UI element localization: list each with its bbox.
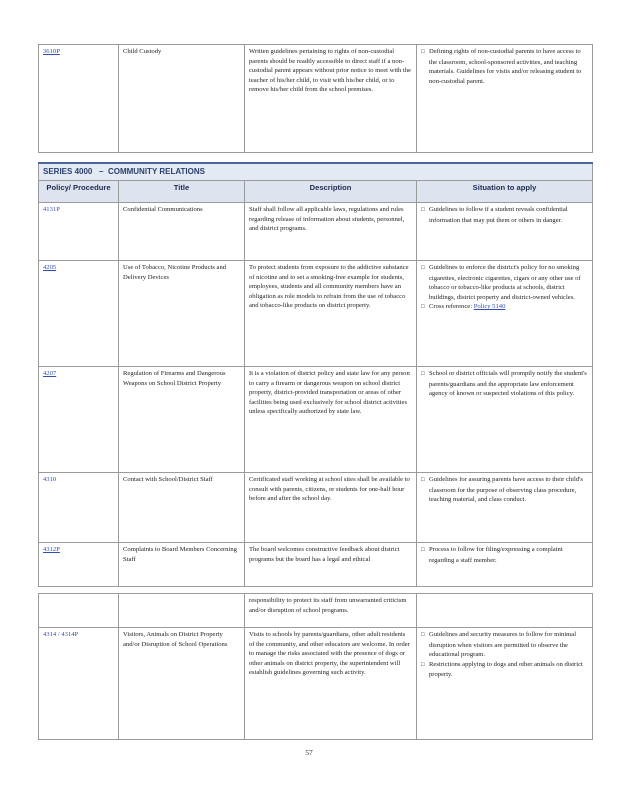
header-title: Title	[119, 181, 245, 203]
table-row	[39, 367, 593, 473]
situation-bullet: □ Process to follow for filing/expressing a complaint regarding a staff member.	[421, 545, 588, 565]
description-cell: responsibility to protect its staff from unwarranted criticism and/or disruption of school programs.	[245, 594, 417, 628]
title-cell: Contact with School/District Staff	[119, 473, 245, 543]
title-cell: Child Custody	[119, 45, 245, 153]
description-cell: The board welcomes constructive feedback about district programs but the board has a legal and ethical	[245, 543, 417, 587]
policy-table-top	[38, 44, 593, 153]
policy-code-link[interactable]: 4205	[43, 264, 57, 271]
situation-bullet: □ Guidelines to follow if a student reveals confidential information that may put them or others in danger.	[421, 205, 588, 225]
policy-code-cell	[39, 45, 119, 153]
policy-code-cell	[39, 367, 119, 473]
title-cell: Regulation of Firearms and Dangerous Weapons on School District Property	[119, 367, 245, 473]
situation-bullet: □ Restrictions applying to dogs and other animals on district property.	[421, 660, 588, 680]
situation-cell	[417, 45, 593, 153]
policy-code: 4131P	[43, 206, 60, 213]
policy-code-cell	[39, 628, 119, 740]
table-row	[39, 594, 593, 628]
situation-bullet: □ School or district officials will promptly notify the student's parents/guardians and the appropriate law enforcement agency of known or suspected violations of this policy.	[421, 369, 588, 399]
description-cell: Written guidelines pertaining to rights of non-custodial parents should be readily accessible to direct staff if a non-custodial parent appears without prior notice to meet with the teacher of his/her child, to visit with his/her child, or to remove his/her child from the school premises.	[245, 45, 417, 153]
policy-code-cell	[39, 261, 119, 367]
situation-bullet: □ Guidelines to enforce the district's policy for no smoking cigarettes, electronic cigarettes, cigars or any other use of tobacco or tobacco-like products at schools, district buildings, district property and district-owned vehicles.	[421, 263, 588, 302]
cross-reference-link[interactable]: Policy 5140	[473, 303, 506, 311]
situation-cell	[417, 543, 593, 587]
situation-bullet: □ Guidelines for assuring parents have access to their child's classroom for the purpose of observing class procedure, teaching material, and class conduct.	[421, 475, 588, 505]
situation-bullet: □ Guidelines and security measures to follow for minimal disruption when visitors are permitted to observe the educational program.	[421, 630, 588, 660]
title-cell: Use of Tobacco, Nicotine Products and Delivery Devices	[119, 261, 245, 367]
situation-cell	[417, 367, 593, 473]
table-row	[39, 473, 593, 543]
policy-code-cell	[39, 203, 119, 261]
table-row	[39, 628, 593, 740]
policy-code-link[interactable]: 4207	[43, 370, 57, 377]
title-cell: Confidential Communications	[119, 203, 245, 261]
policy-code-cell	[39, 473, 119, 543]
policy-code-link[interactable]: 3610P	[43, 48, 60, 55]
table-row	[39, 203, 593, 261]
title-cell: Complaints to Board Members Concerning Staff	[119, 543, 245, 587]
table-header-row	[39, 181, 593, 203]
policy-code: 4314 / 4314P	[43, 631, 79, 638]
series-banner	[39, 163, 593, 181]
header-situation: Situation to apply	[417, 181, 593, 203]
policy-code: 4310	[43, 476, 57, 483]
cross-reference: □ Cross reference: Policy 5140	[421, 302, 588, 313]
situation-bullet: □ Defining rights of non-custodial parents to have access to the classroom, school-sponsored activities, and teaching materials. Guidelines for visits and/or releasing student to non-custodial parent.	[421, 47, 588, 86]
policy-table-series	[38, 162, 593, 587]
header-description: Description	[245, 181, 417, 203]
header-policy: Policy/ Procedure	[39, 181, 119, 203]
table-row	[39, 543, 593, 587]
description-cell: To protect students from exposure to the addictive substance of nicotine and to set a smoking-free example for students, employees, students and all community members have an obligation as role models to refrain from the use of tobacco and tobacco-like products on district property.	[245, 261, 417, 367]
description-cell: Certificated staff working at school sites shall be available to consult with parents, citizens, or students for one-half hour before and after the school day.	[245, 473, 417, 543]
situation-cell	[417, 203, 593, 261]
description-cell: Staff shall follow all applicable laws, regulations and rules regarding release of information about students, personnel, and district programs.	[245, 203, 417, 261]
description-cell: It is a violation of district policy and state law for any person to carry a firearm or dangerous weapon on school district property, district-provided transportation or areas of other facilities being used exclusively for school district activities unless specifically authorized by state law.	[245, 367, 417, 473]
page-number: 57	[305, 748, 313, 757]
series-title: SERIES 4000 – COMMUNITY RELATIONS	[39, 163, 593, 181]
situation-cell	[417, 261, 593, 367]
table-row	[39, 261, 593, 367]
description-cell: Visits to schools by parents/guardians, other adult residents of the community, and other educators are welcome. In order to manage the risks associated with the presence of dogs or other animals on district property, the superintendent will establish guidelines governing such activity.	[245, 628, 417, 740]
policy-table-continued	[38, 593, 593, 740]
situation-cell	[417, 473, 593, 543]
situation-cell	[417, 628, 593, 740]
policy-code-link[interactable]: 4312P	[43, 546, 60, 553]
policy-code-cell	[39, 543, 119, 587]
title-cell: Visitors, Animals on District Property and/or Disruption of School Operations	[119, 628, 245, 740]
table-row	[39, 45, 593, 153]
